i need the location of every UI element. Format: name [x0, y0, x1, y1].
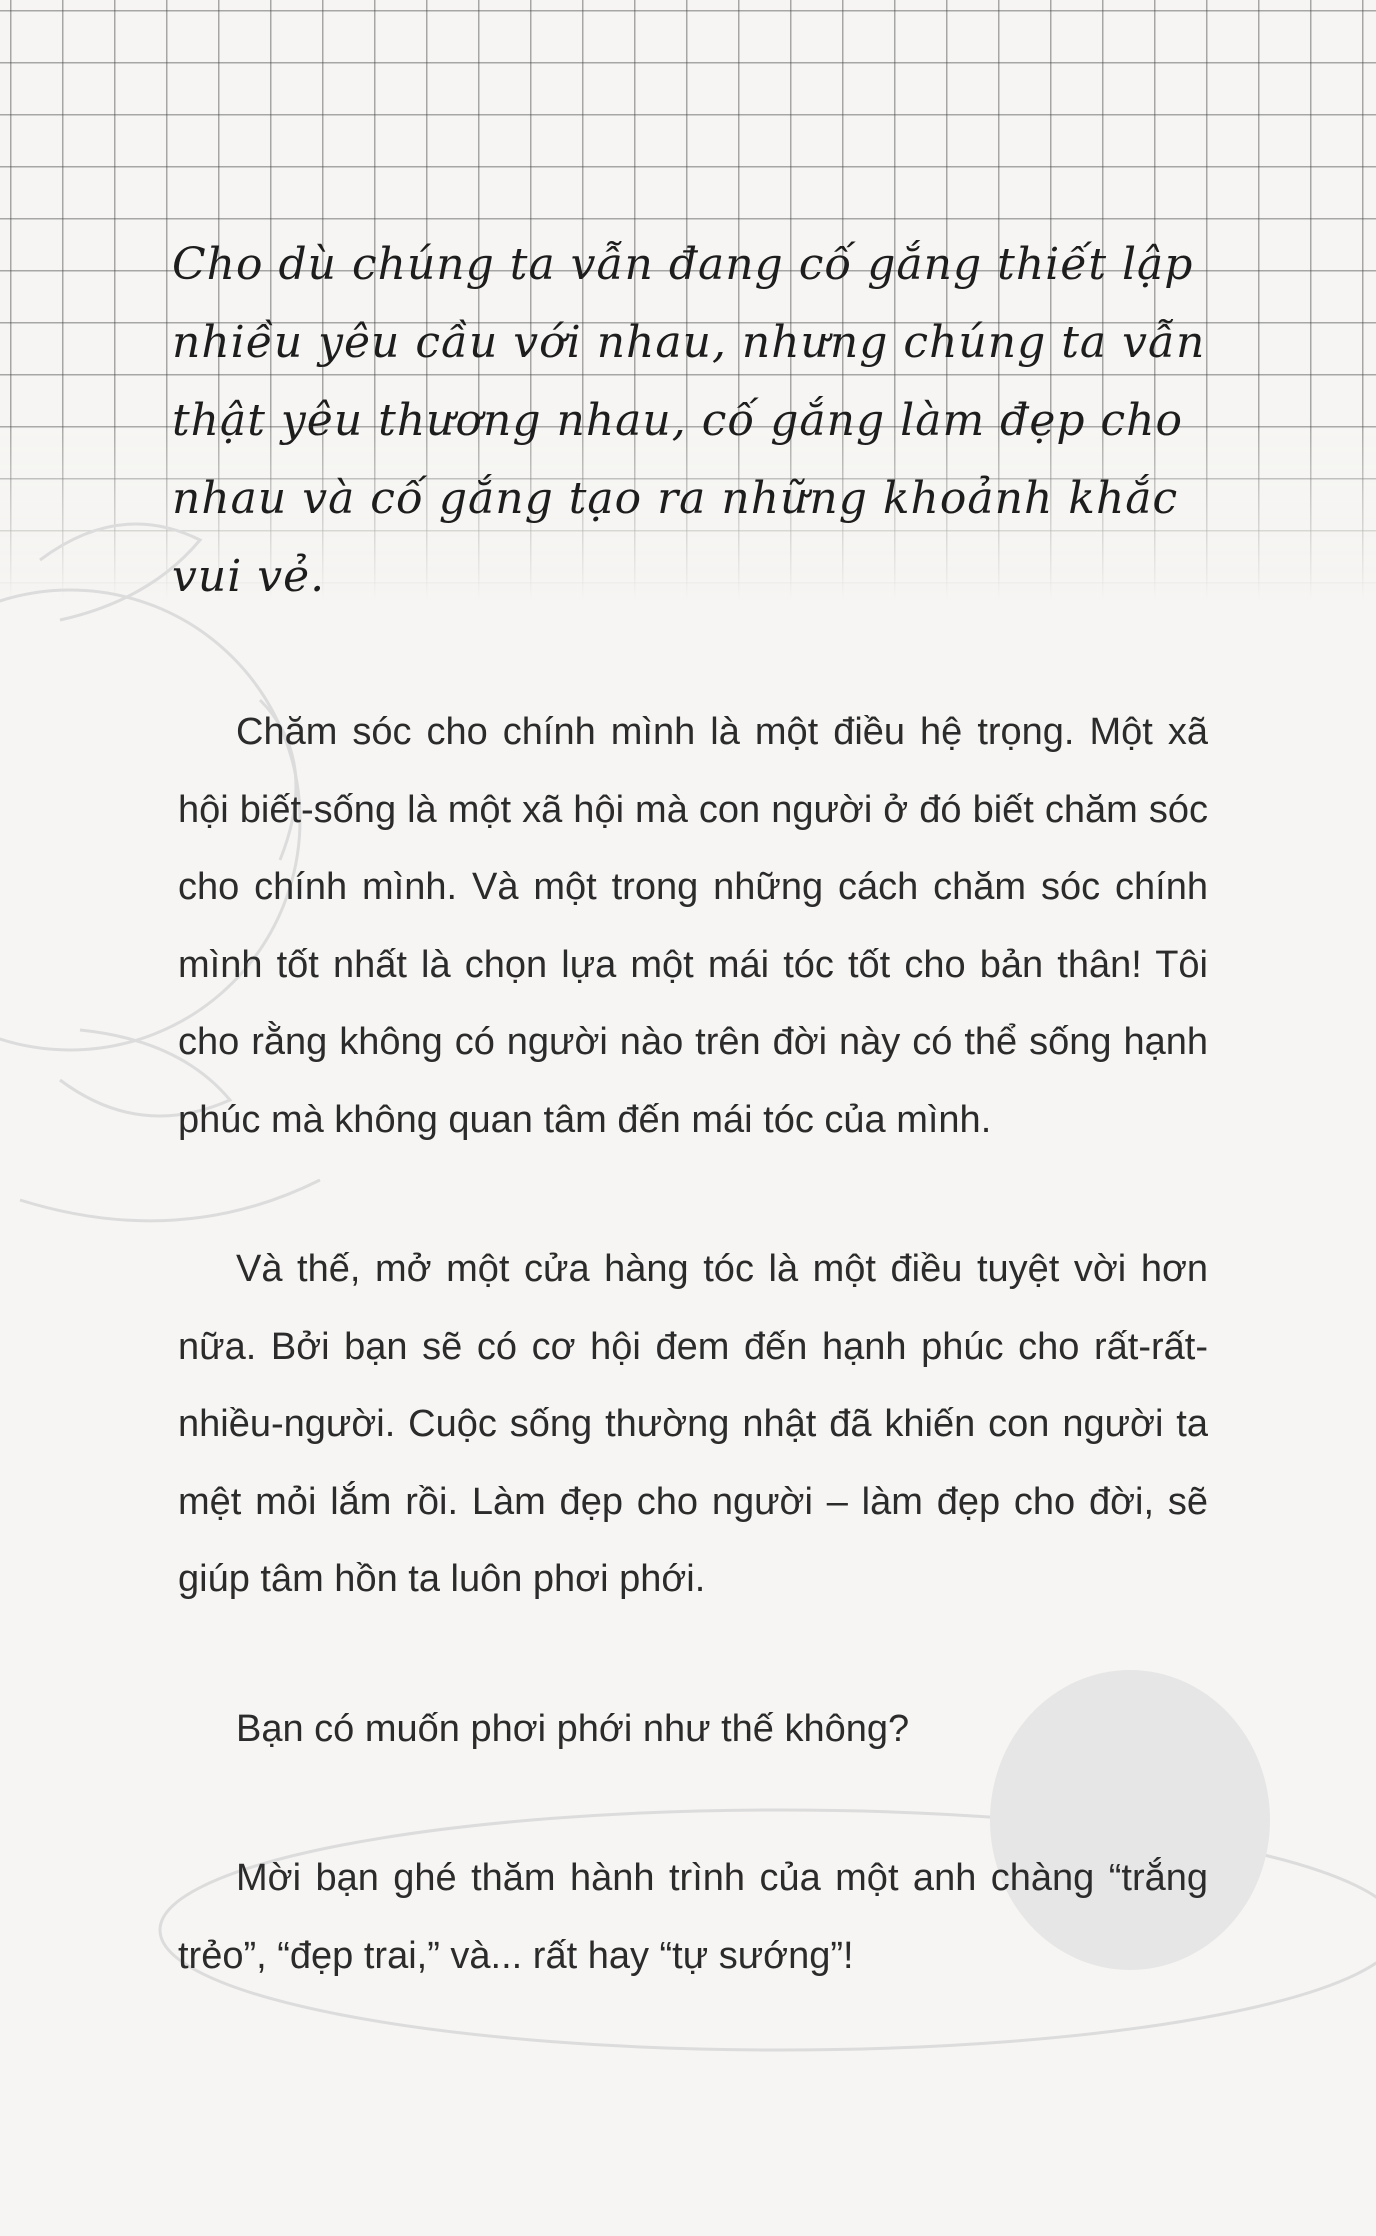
body-text — [178, 694, 1208, 1995]
paragraph-1: Chăm sóc cho chính mình là một điều hệ trọng. Một xã hội biết-sống là một xã hội mà con người ở đó biết chăm sóc cho chính mình. Và một trong những cách chăm sóc chính mình tốt nhất là chọn lựa một mái tóc tốt cho bản thân! Tôi cho rằng không có người nào trên đời này có thể sống hạnh phúc mà không quan tâm đến mái tóc của mình. — [178, 711, 1208, 1141]
paragraph-2: Và thế, mở một cửa hàng tóc là một điều tuyệt vời hơn nữa. Bởi bạn sẽ có cơ hội đem đến hạnh phúc cho rất-rất-nhiều-người. Cuộc sống thường nhật đã khiến con người ta mệt mỏi lắm rồi. Làm đẹp cho người – làm đẹp cho đời, sẽ giúp tâm hồn ta luôn phơi phới. — [178, 1248, 1208, 1600]
paragraph-4: Mời bạn ghé thăm hành trình của một anh chàng “trắng trẻo”, “đẹp trai,” và... rất hay “tự sướng”! — [178, 1857, 1208, 1977]
handwritten-quote: Cho dù chúng ta vẫn đang cố gắng thiết lập nhiều yêu cầu với nhau, nhưng chúng ta vẫn thật yêu thương nhau, cố gắng làm đẹp cho nhau và cố gắng tạo ra những khoảnh khắc vui vẻ. — [172, 239, 1206, 602]
paragraph-3: Bạn có muốn phơi phới như thế không? — [236, 1707, 910, 1750]
